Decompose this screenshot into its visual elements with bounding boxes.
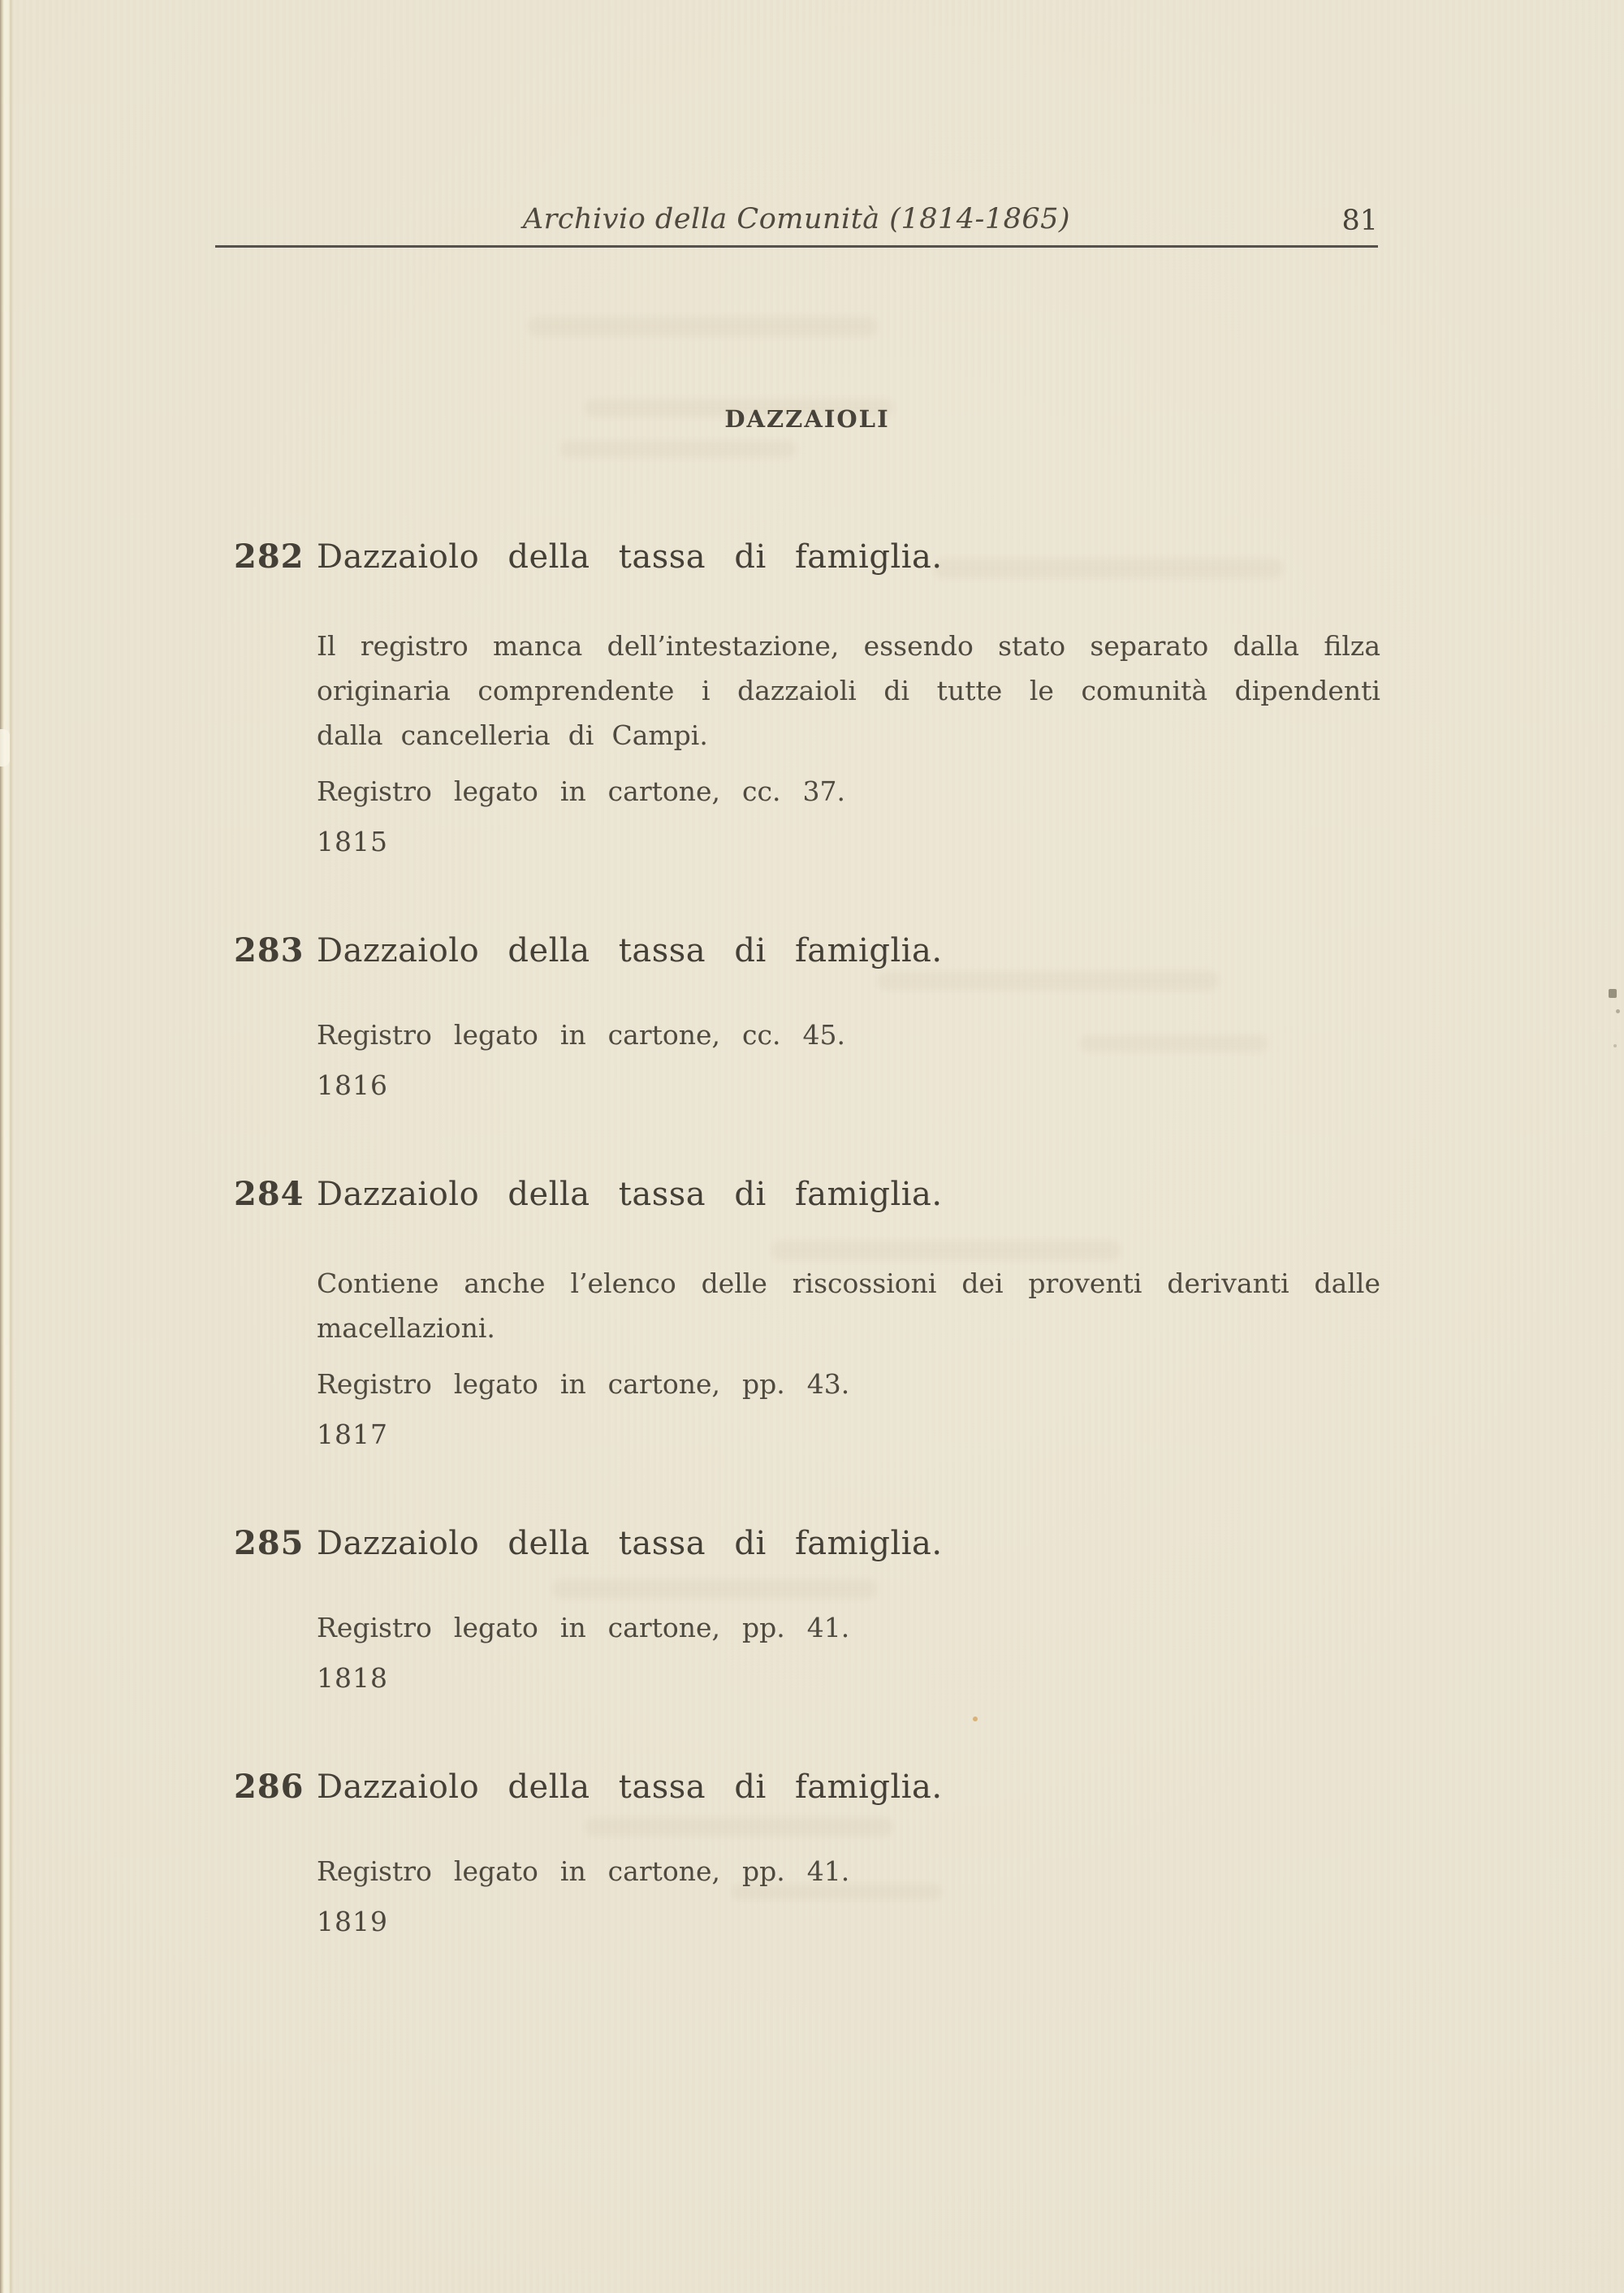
entry-282 xyxy=(234,538,1380,860)
page-content xyxy=(234,0,1380,2011)
entry-title: Dazzaiolo della tassa di famiglia. xyxy=(317,538,943,576)
entry-description: Il registro manca dell’intestazione, essendo stato separato dalla filza originaria comprendente i dazzaioli di tutte le comunità dipendenti dalla cancelleria di Campi. xyxy=(317,630,1380,751)
page-number: 81 xyxy=(1341,205,1378,237)
entry-number: 286 xyxy=(234,1768,304,1806)
entry-date: 1816 xyxy=(317,1069,388,1101)
running-header-title: Archivio della Comunità (1814-1865) xyxy=(522,203,1071,235)
entry-283 xyxy=(234,931,1380,1103)
paper-speck xyxy=(1616,1009,1620,1013)
entry-binding-note: Registro legato in cartone, pp. 41. xyxy=(317,1612,850,1643)
entry-286 xyxy=(234,1768,1380,1940)
entry-binding-note: Registro legato in cartone, cc. 37. xyxy=(317,775,845,807)
paper-speck xyxy=(1613,1044,1617,1047)
entry-heading xyxy=(234,538,1380,576)
entry-number: 283 xyxy=(234,931,304,969)
entry-binding-note: Registro legato in cartone, pp. 43. xyxy=(317,1368,850,1400)
entry-date: 1818 xyxy=(317,1662,388,1694)
entry-date: 1817 xyxy=(317,1419,388,1450)
entry-number: 285 xyxy=(234,1524,304,1562)
entry-number: 282 xyxy=(234,538,304,576)
entry-heading xyxy=(234,931,1380,970)
entry-285 xyxy=(234,1524,1380,1696)
entry-description: Contiene anche l’elenco delle riscossioni dei proventi derivanti dalle macellazioni. xyxy=(317,1267,1380,1344)
entry-binding-note: Registro legato in cartone, pp. 41. xyxy=(317,1855,850,1887)
entry-284 xyxy=(234,1175,1380,1453)
entry-title: Dazzaiolo della tassa di famiglia. xyxy=(317,1176,943,1213)
entry-number: 284 xyxy=(234,1175,304,1213)
entry-title: Dazzaiolo della tassa di famiglia. xyxy=(317,1768,943,1806)
entry-heading xyxy=(234,1524,1380,1563)
scan-edge-left xyxy=(0,0,14,2293)
entry-heading xyxy=(234,1175,1380,1214)
entry-heading xyxy=(234,1768,1380,1807)
scan-edge-notch xyxy=(0,729,10,766)
section-title: DAZZAIOLI xyxy=(724,405,890,433)
entry-title: Dazzaiolo della tassa di famiglia. xyxy=(317,932,943,969)
entry-date: 1819 xyxy=(317,1906,388,1937)
entry-date: 1815 xyxy=(317,826,388,857)
entry-title: Dazzaiolo della tassa di famiglia. xyxy=(317,1525,943,1562)
entry-binding-note: Registro legato in cartone, cc. 45. xyxy=(317,1019,845,1051)
paper-speck xyxy=(1609,989,1617,998)
